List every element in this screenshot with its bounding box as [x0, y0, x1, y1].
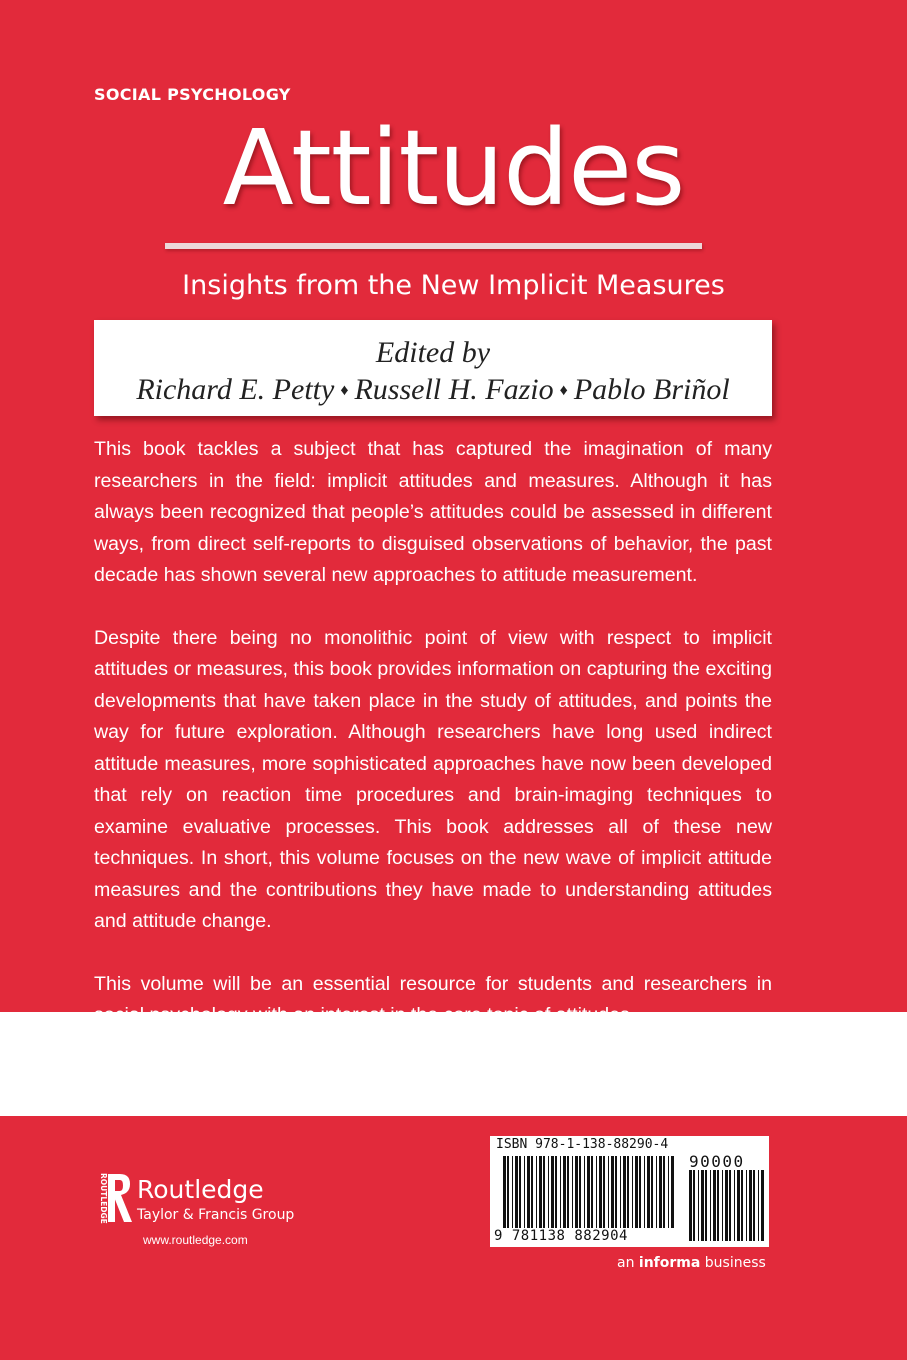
editor-separator-1: ♦: [340, 382, 349, 399]
editor-separator-2: ♦: [559, 382, 568, 399]
blurb-paragraph-2: Despite there being no monolithic point of view with respect to implicit attitudes or measures, this book provides information on capturing the exciting developments that have taken place in the study of attitudes, and points the way for future exploration. Although researchers have long used indirect attitude measures, more sophisticated approaches have now been developed that rely on reaction time procedures and brain-imaging techniques to examine evaluative processes. This book addresses all of these new techniques. In short, this volume focuses on the new wave of implicit attitude measures and the contributions they have made to understanding attitudes and attitude change.: [94, 626, 772, 932]
title-rule: [165, 243, 702, 249]
blurb-paragraph-3: This volume will be an essential resource for students and researchers in: [94, 972, 772, 995]
barcode-addon-digits: 90000: [689, 1152, 745, 1171]
informa-brand: informa: [638, 1255, 701, 1271]
series-label: SOCIAL PSYCHOLOGY: [94, 85, 291, 104]
book-title: Attitudes: [222, 107, 685, 229]
barcode-box: [490, 1136, 769, 1247]
isbn-label: ISBN 978-1-138-88290-4: [496, 1137, 669, 1152]
edited-by-label: Edited by: [375, 336, 491, 369]
informa-line: [617, 1255, 766, 1271]
editor-name-1: Richard E. Petty: [136, 373, 335, 406]
publisher-name: Routledge: [137, 1175, 264, 1204]
publisher-url[interactable]: www.routledge.com: [143, 1233, 248, 1247]
routledge-logo-icon: [94, 1170, 134, 1228]
editor-names: [94, 370, 772, 411]
editors-box: [94, 320, 772, 416]
book-subtitle: Insights from the New Implicit Measures: [182, 270, 725, 301]
publisher-group: Taylor & Francis Group: [137, 1207, 295, 1223]
informa-suffix: business: [704, 1255, 766, 1271]
barcode-main-digits: 9 781138 882904: [494, 1228, 628, 1244]
blurb: [94, 434, 772, 1063]
blurb-paragraph-1: This book tackles a subject that has captured the imagination of many researchers in the field: implicit attitudes and measures. Although it has always been recognized that people’s attitudes could be assessed in different ways, from direct self-reports to disguised observations of behavior, the past decade has shown several new approaches to attitude measurement.: [94, 438, 772, 586]
editor-name-2: Russell H. Fazio: [354, 373, 554, 406]
informa-prefix: an: [617, 1255, 635, 1271]
white-band: [0, 1012, 907, 1116]
routledge-logo-vertical-text: ROUTLEDGE: [99, 1173, 108, 1224]
editor-name-3: Pablo Briñol: [573, 373, 730, 406]
